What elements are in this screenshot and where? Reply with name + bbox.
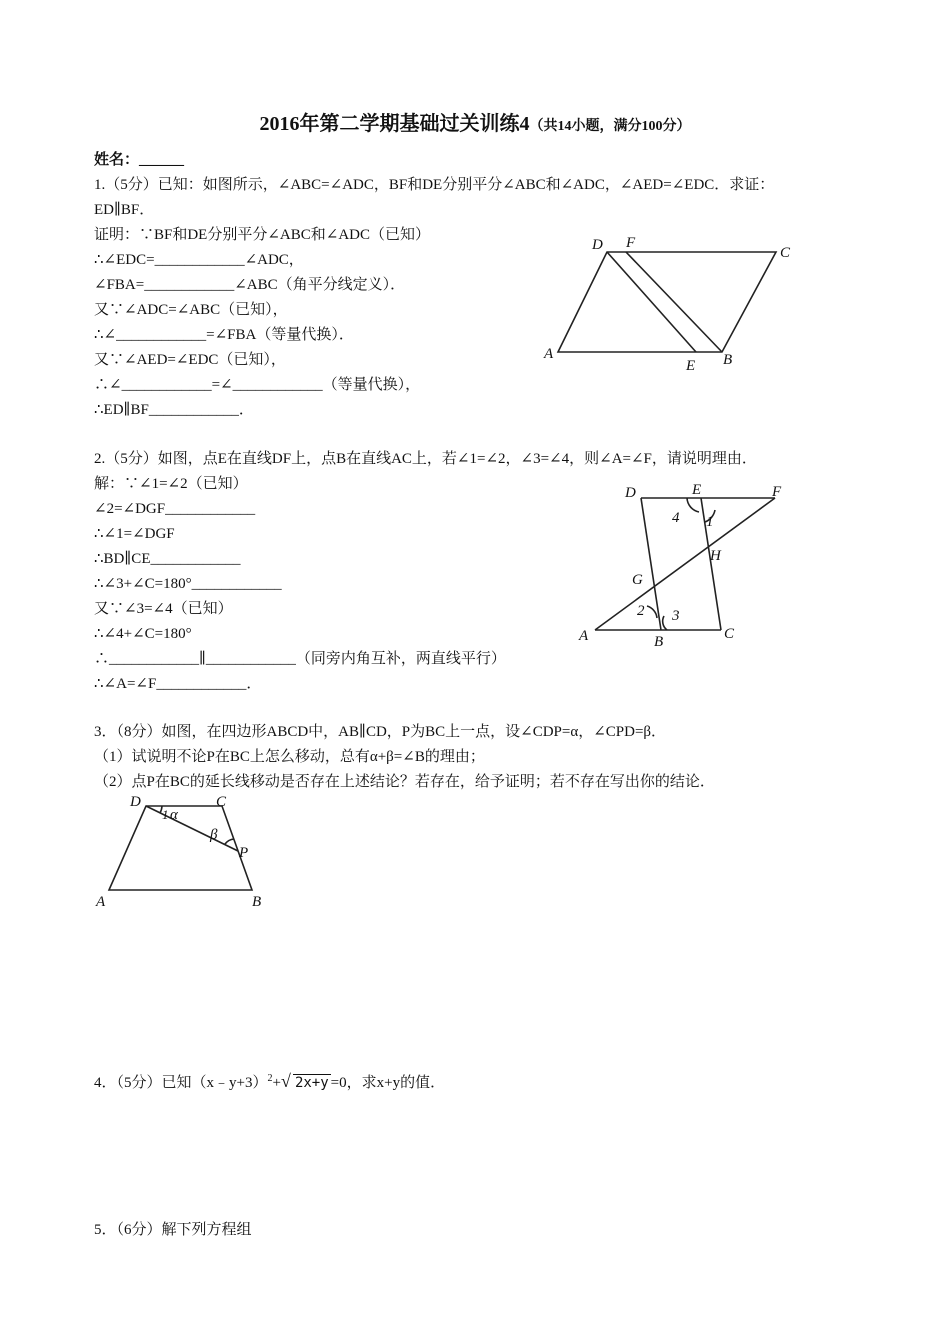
sqrt-icon: √	[280, 1071, 291, 1091]
q4-sqrt	[281, 1073, 331, 1093]
label-e: E	[686, 358, 696, 372]
q1-line: 又∵∠ADC=∠ABC（已知），	[94, 302, 288, 318]
q2-line: 解：∵∠1=∠2（已知）	[94, 476, 248, 492]
label-d: D	[625, 485, 636, 501]
q1-line: ED∥BF．	[94, 202, 155, 218]
label-angle-3: 3	[672, 608, 680, 624]
q1-line: ∴∠____________=∠____________（等量代换），	[94, 377, 421, 393]
label-angle-2: 2	[637, 603, 645, 619]
q1-line: ∴∠____________=∠FBA（等量代换）．	[94, 327, 354, 343]
q2-line: ∴∠4+∠C=180°	[94, 626, 192, 642]
q1-line: 证明：∵BF和DE分别平分∠ABC和∠ADC（已知）	[94, 227, 430, 243]
q1-line: 1.（5分）已知：如图所示，∠ABC=∠ADC，BF和DE分别平分∠ABC和∠ADC，∠AED=∠EDC．求证：	[94, 177, 775, 193]
label-b: B	[252, 894, 262, 910]
q2-line: ∠2=∠DGF____________	[94, 501, 256, 517]
q2-line: ∴∠3+∠C=180°____________	[94, 576, 282, 592]
label-c: C	[780, 245, 791, 261]
q1-line: ∴ED∥BF____________．	[94, 402, 254, 418]
q1-line: ∠FBA=____________∠ABC（角平分线定义）．	[94, 277, 406, 293]
q2-line: ∴____________∥____________（同旁内角互补，两直线平行）	[94, 651, 506, 667]
label-a: A	[544, 346, 554, 362]
q4-suffix: =0，求x+y的值．	[330, 1075, 446, 1091]
q2-line: 2.（5分）如图，点E在直线DF上，点B在直线AC上，若∠1=∠2，∠3=∠4，则∠A=∠F，请说明理由．	[94, 451, 757, 467]
label-angle-1: 1	[706, 514, 714, 530]
q3-line: （1）试说明不论P在BC上怎么移动，总有α+β=∠B的理由；	[94, 749, 485, 765]
line-af	[595, 498, 775, 630]
title-main: 2016年第二学期基础过关训练4	[259, 113, 530, 135]
label-d: D	[592, 237, 603, 253]
q2-line: 又∵∠3=∠4（已知）	[94, 601, 233, 617]
q1-parallelogram-figure	[540, 232, 800, 372]
label-b: B	[654, 634, 664, 648]
question-5: 5．（6分）解下列方程组	[94, 1222, 252, 1238]
parallelogram-abcd	[558, 252, 776, 352]
label-g: G	[632, 572, 643, 588]
segment-fb	[626, 252, 722, 352]
label-angle-4: 4	[672, 510, 680, 526]
label-d: D	[130, 794, 141, 810]
name-label: 姓名：______	[94, 152, 185, 168]
q2-line: ∴BD∥CE____________	[94, 551, 241, 567]
q3-line: （2）点P在BC的延长线移动是否存在上述结论？若存在，给予证明；若不存在写出你的结论．	[94, 774, 715, 790]
label-f: F	[626, 235, 636, 251]
label-a: A	[96, 894, 106, 910]
q3-line: 3．（8分）如图，在四边形ABCD中，AB∥CD，P为BC上一点，设∠CDP=α，∠CPD=β．	[94, 724, 667, 740]
label-c: C	[216, 794, 227, 810]
q1-line: 又∵∠AED=∠EDC（已知），	[94, 352, 286, 368]
q2-figure	[575, 478, 790, 648]
q1-line: ∴∠EDC=____________∠ADC，	[94, 252, 304, 268]
angle-3-arc	[663, 616, 667, 630]
label-c: C	[724, 626, 735, 642]
label-b: B	[723, 352, 733, 368]
angle-4-arc	[687, 498, 699, 512]
label-alpha: α	[170, 807, 178, 823]
title-sub: （共14小题，满分100分）	[529, 119, 691, 134]
q2-line: ∴∠1=∠DGF	[94, 526, 175, 542]
label-e: E	[692, 482, 702, 498]
q4-plus: +	[272, 1075, 281, 1091]
label-a: A	[579, 628, 589, 644]
q4-exponent: 2	[267, 1073, 273, 1084]
label-beta: β	[210, 827, 218, 843]
segment-de	[607, 252, 696, 352]
angle-2-arc	[647, 606, 657, 618]
label-one: 1	[162, 807, 169, 822]
label-p: P	[239, 845, 249, 861]
q4-radicand: 2x+y	[294, 1075, 329, 1091]
label-f: F	[772, 484, 782, 500]
label-h: H	[710, 548, 721, 564]
q2-line: ∴∠A=∠F____________．	[94, 676, 262, 692]
q4-prefix: 4．（5分）已知（x﹣y+3）	[94, 1075, 268, 1091]
q3-trapezoid-figure	[90, 790, 275, 910]
question-4	[94, 1069, 445, 1093]
page-title	[0, 111, 950, 140]
angle-beta-arc	[225, 839, 234, 844]
